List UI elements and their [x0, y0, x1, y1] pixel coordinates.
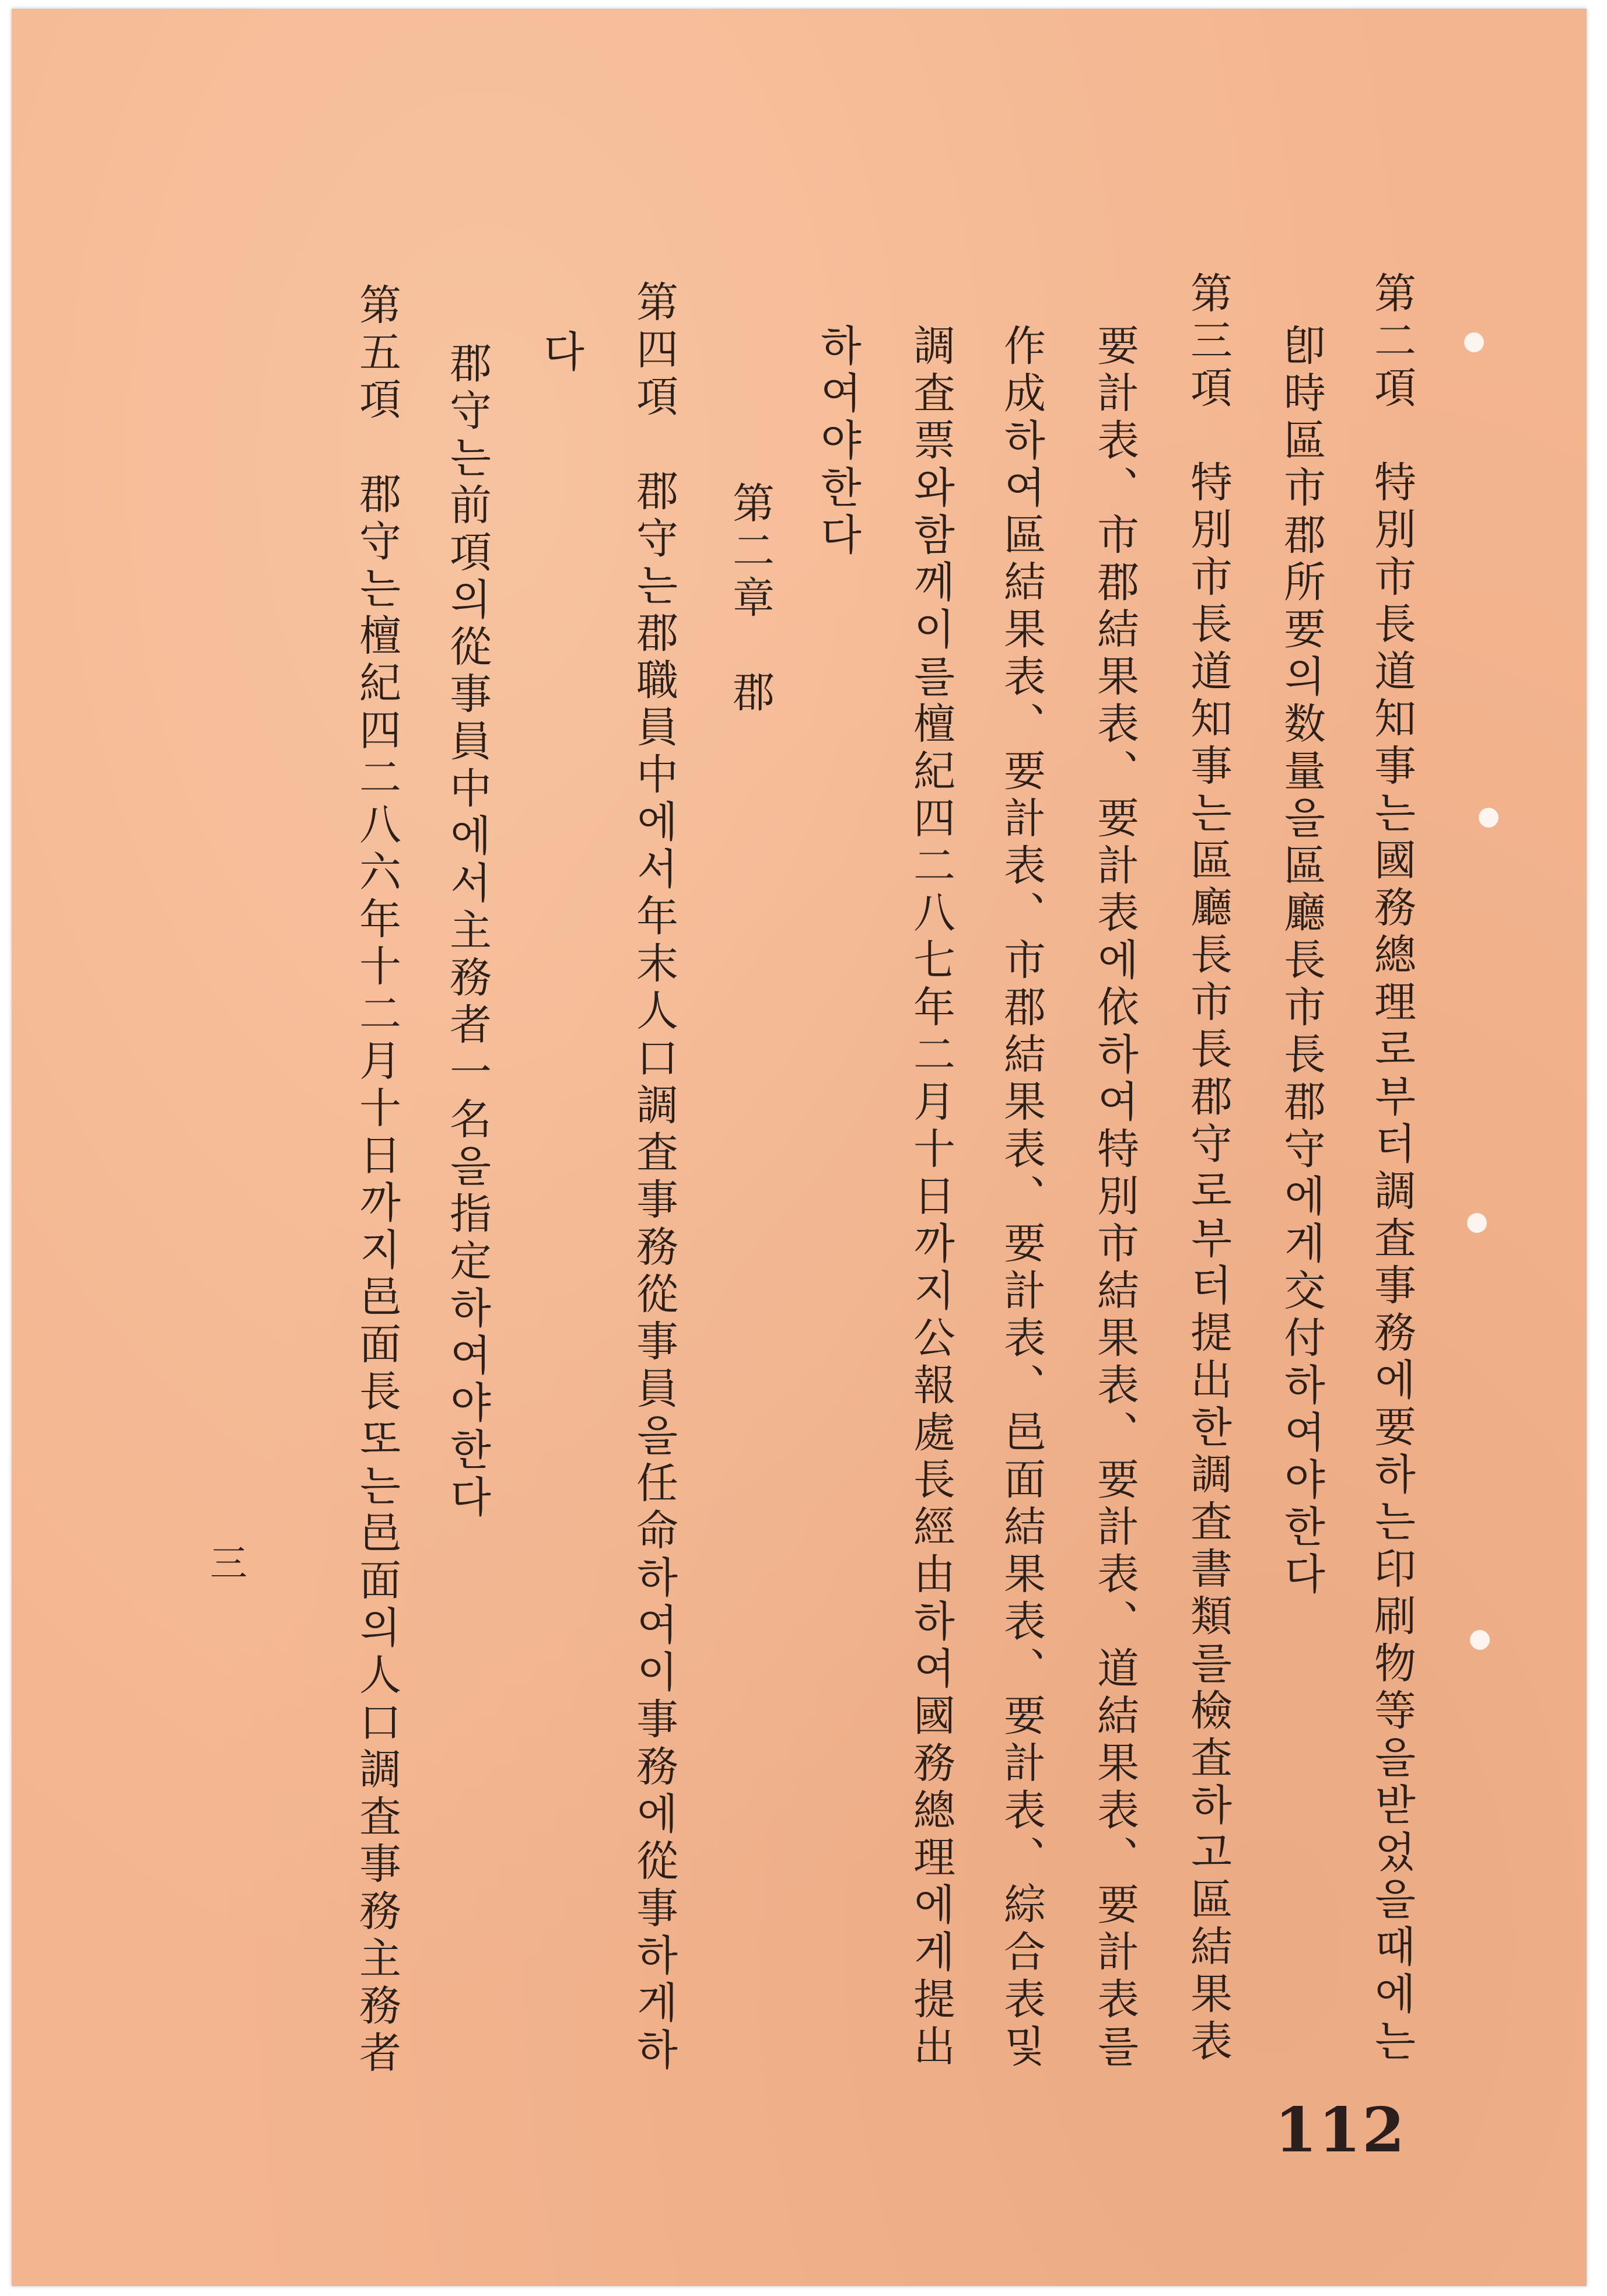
- text-column-4: 要計表、市郡結果表、要計表에依하여特別市結果表、要計表、道結果表、要計表를: [1090, 324, 1139, 2071]
- paper-speck: [1467, 1213, 1487, 1233]
- paper-speck: [1470, 1630, 1490, 1650]
- text-column-7: 하여야한다: [813, 324, 862, 560]
- text-column-3: 第三項 特別市長道知事는區廳長市長郡守로부터提出한調査書類를檢査하고區結果表: [1184, 271, 1233, 2066]
- margin-mark: 三: [210, 1543, 247, 1586]
- text-column-11: 郡守는前項의從事員中에서主務者一名을指定하여야한다: [443, 341, 492, 1522]
- paper-speck: [1479, 808, 1499, 828]
- text-column-5: 作成하여區結果表、要計表、市郡結果表、要計表、邑面結果表、要計表、綜合表및: [997, 324, 1046, 2071]
- text-column-6: 調査票와함께이를檀紀四二八七年二月十日까지公報處長經由하여國務總理에게提出: [906, 324, 955, 2071]
- page-number: 112: [1275, 2094, 1406, 2166]
- text-column-2: 卽時區市郡所要의数量을區廳長市長郡守에게交付하여야한다: [1277, 324, 1326, 1599]
- text-column-9: 第四項 郡守는郡職員中에서年末人口調査事務從事員을任命하여이事務에從事하게하: [629, 280, 678, 2075]
- text-column-1: 第二項 特別市長道知事는國務總理로부터調査事務에要하는印刷物等을받었을때에는: [1367, 271, 1416, 2066]
- document-page: [12, 9, 1587, 2286]
- chapter-heading: 第二章 郡: [726, 481, 775, 717]
- text-column-10: 다: [536, 329, 585, 377]
- paper-speck: [1464, 332, 1484, 352]
- text-column-12: 第五項 郡守는檀紀四二八六年十二月十日까지邑面長또는邑面의人口調査事務主務者: [352, 283, 401, 2078]
